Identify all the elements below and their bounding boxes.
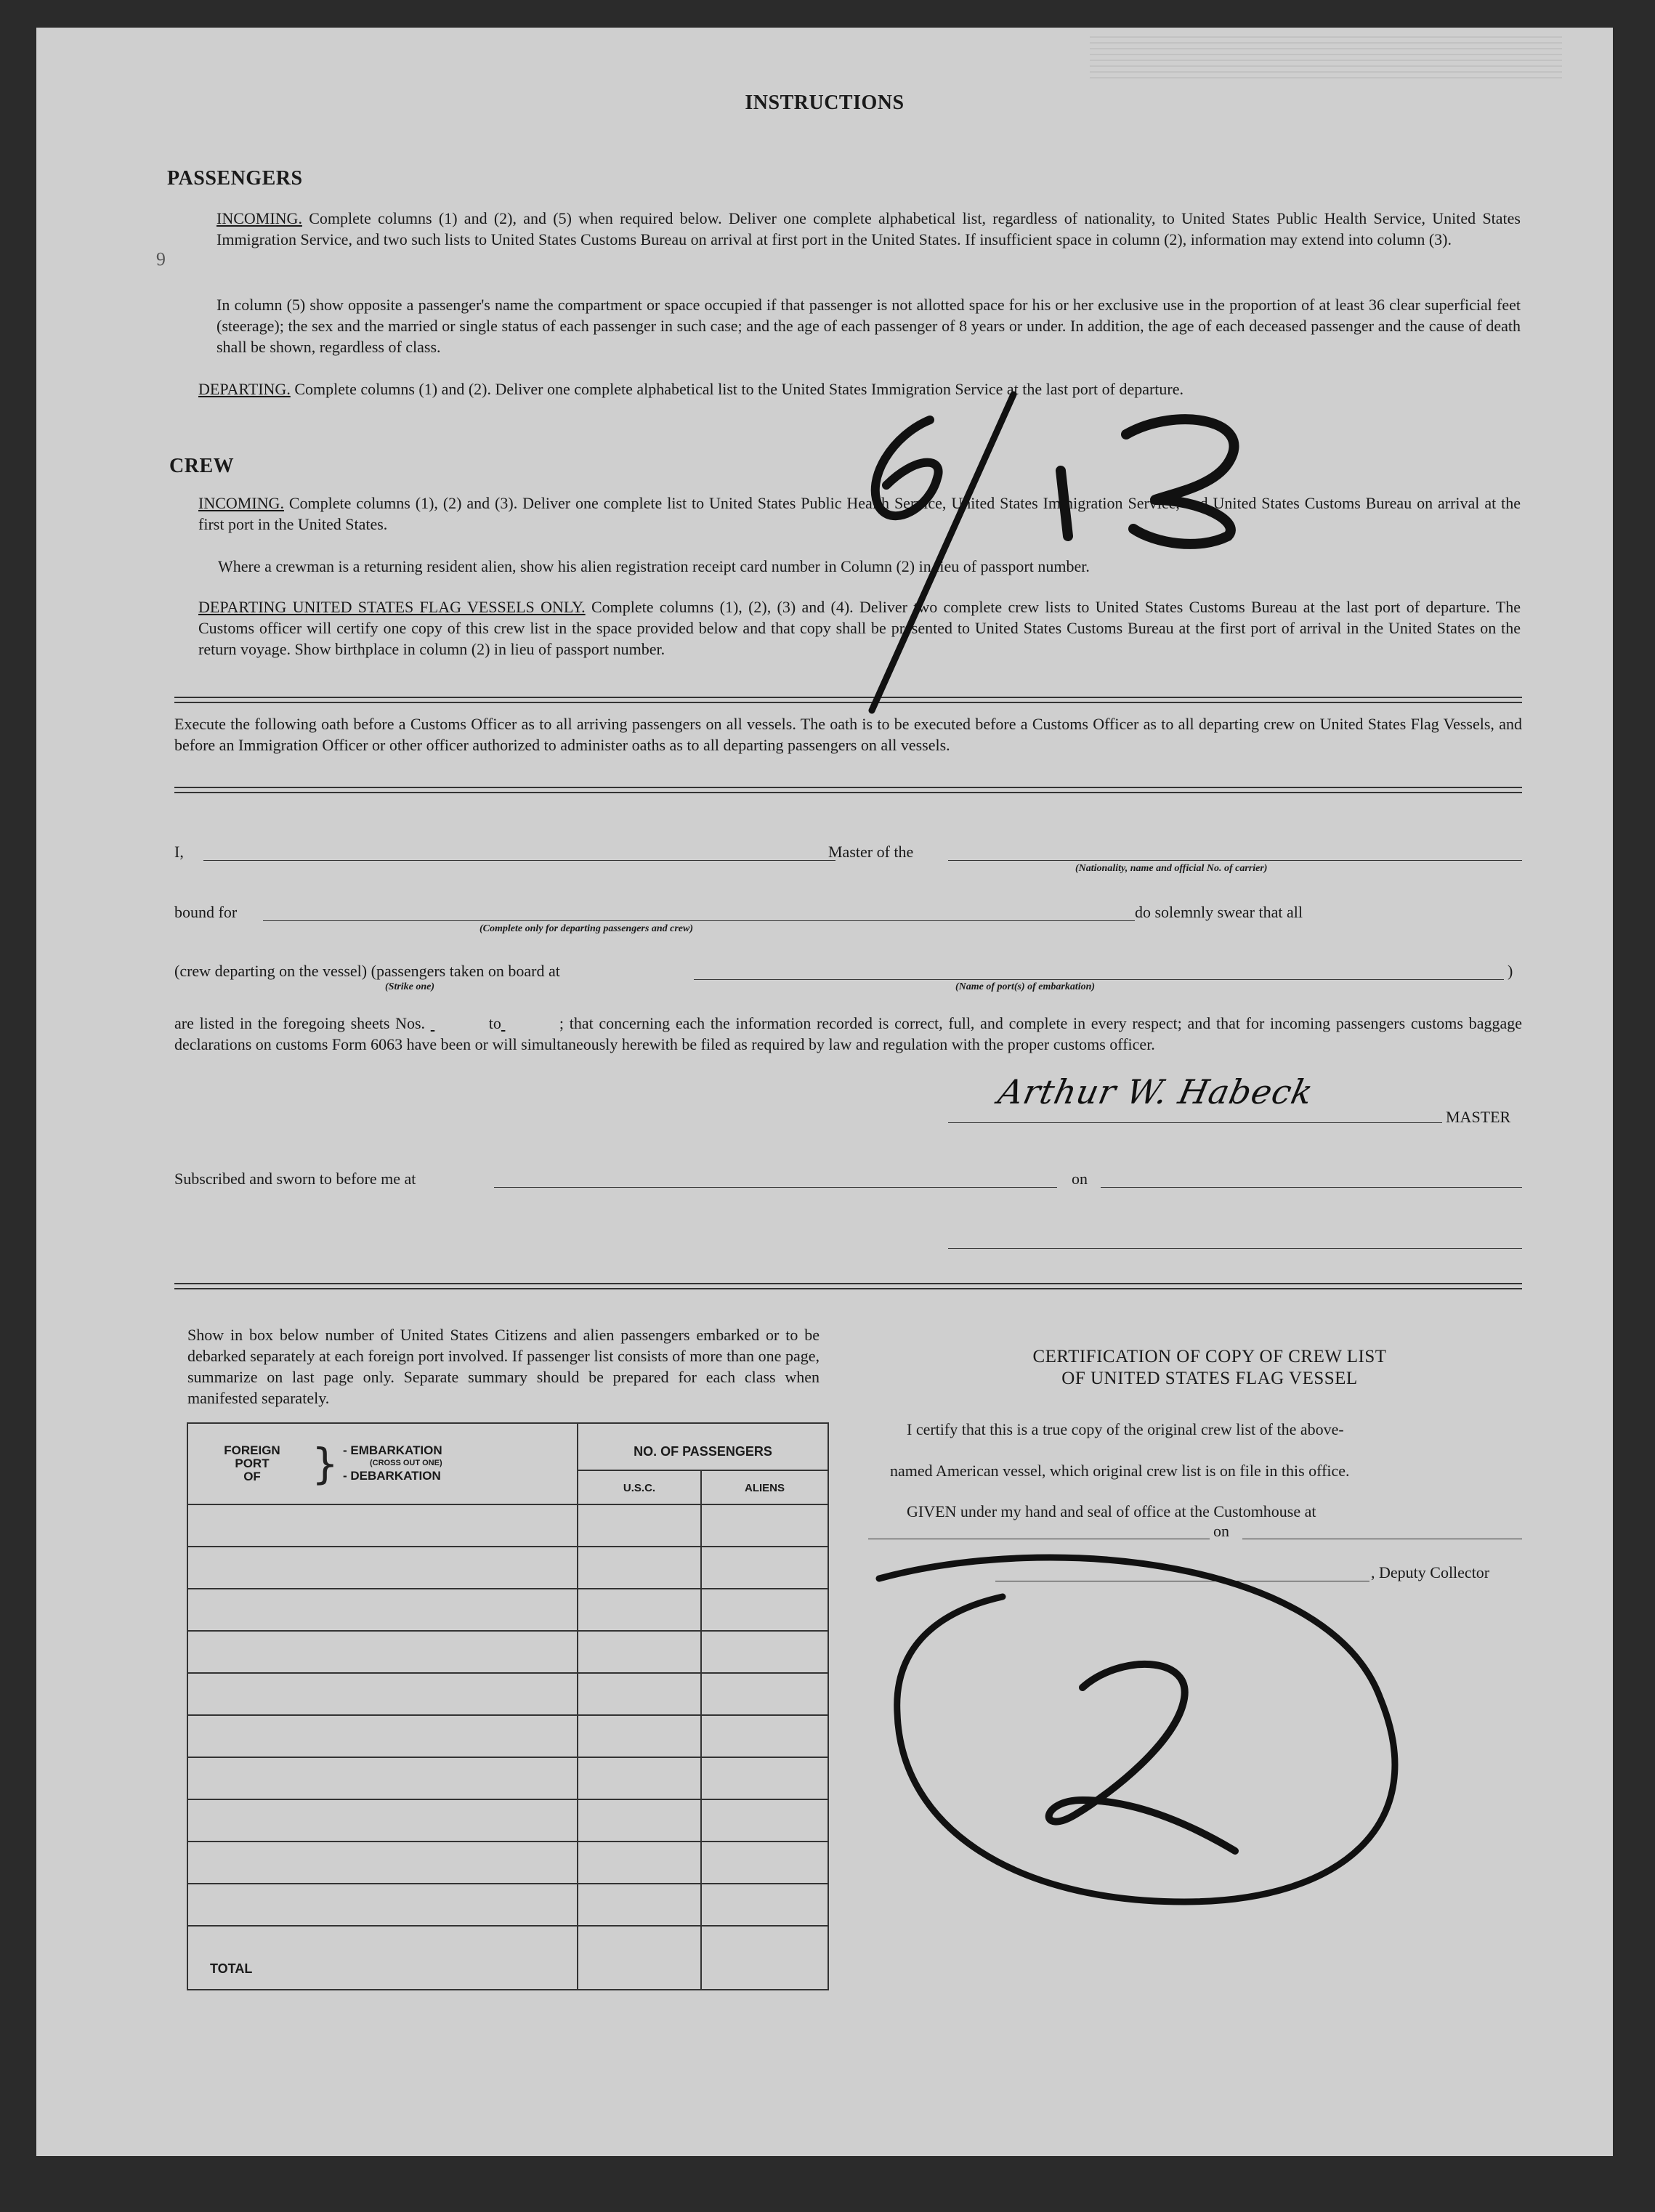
- passengers-incoming-text: Complete columns (1) and (2), and (5) when required below. Deliver one complete alphabetical list, regardless of nationality, to United States Public Health Service, United States Immigration Service, and two such lists to United States Customs Bureau on arrival at first port in the United States. If insufficient space in column (2), information may extend into column (3).: [217, 209, 1521, 248]
- cross-out-label: (CROSS OUT ONE): [370, 1459, 442, 1467]
- document-page: [36, 28, 1613, 2156]
- no-passengers-label: NO. OF PASSENGERS: [634, 1444, 772, 1459]
- certify-text-2: named American vessel, which original crew list is on file in this office.: [890, 1462, 1350, 1480]
- master-label: MASTER: [1446, 1108, 1511, 1126]
- oath-listed-label: are listed in the foregoing sheets Nos.: [174, 1014, 426, 1032]
- crew-incoming-label: INCOMING.: [198, 494, 284, 512]
- master-signature: Arthur W. Habeck: [995, 1072, 1317, 1111]
- oath-bound-for-label: bound for: [174, 903, 238, 921]
- crew-departing-label: DEPARTING UNITED STATES FLAG VESSELS ONLY.: [198, 598, 586, 616]
- subscribed-on-label: on: [1072, 1170, 1088, 1188]
- crew-heading: CREW: [169, 455, 235, 477]
- bound-caption: (Complete only for departing passengers and crew): [479, 923, 693, 934]
- usc-label: U.S.C.: [623, 1482, 656, 1494]
- crew-resident-paragraph: Where a crewman is a returning resident alien, show his alien registration receipt card number in Column (2) in lieu of passport number.: [218, 557, 1090, 575]
- oath-listed-text: ; that concerning each the information recorded is correct, full, and complete in every respect; and that for incoming passengers customs baggage declarations on customs Form 6063 have been or will simultaneously herewith be filed as required by law and regulation with the proper customs officer.: [174, 1014, 1522, 1053]
- oath-crew-departing-label: (crew departing on the vessel) (passengers taken on board at: [174, 962, 560, 980]
- page-title: INSTRUCTIONS: [745, 92, 905, 114]
- passengers-departing-text: Complete columns (1) and (2). Deliver one complete alphabetical list to the United States Immigration Service at the last port of departure.: [290, 380, 1184, 398]
- oath-instructions-paragraph: Execute the following oath before a Customs Officer as to all arriving passengers on all vessels. The oath is to be executed before a Customs Officer as to all departing crew on United States Flag Vessels, and before an Immigration Officer or other officer authorized to administer oaths as to all departing passengers on all vessels.: [174, 715, 1522, 754]
- debarkation-label: - DEBARKATION: [343, 1469, 441, 1483]
- crew-departing-text: Complete columns (1), (2), (3) and (4). Deliver two complete crew lists to United States Customs Bureau at the last port of departure. The Customs officer will certify one copy of this crew list in the space provided below and that copy shall be presented to United States Customs Bureau at the first port of arrival in the United States on the return voyage. Show birthplace in column (2) in lieu of passport number.: [198, 598, 1521, 658]
- passengers-departing-label: DEPARTING.: [198, 380, 291, 398]
- strike-caption: (Strike one): [385, 981, 435, 992]
- certification-heading-line2: OF UNITED STATES FLAG VESSEL: [1061, 1369, 1358, 1388]
- carrier-caption: (Nationality, name and official No. of carrier): [1075, 863, 1268, 874]
- summary-instructions: Show in box below number of United States Citizens and alien passengers embarked or to be debarked separately at each foreign port involved. If passenger list consists of more than one page, summarize on last page only. Separate summary should be prepared for each class when manifested separately.: [187, 1326, 820, 1407]
- oath-i-label: I,: [174, 843, 184, 861]
- certification-on-label: on: [1213, 1522, 1229, 1540]
- passengers-heading: PASSENGERS: [167, 167, 303, 190]
- crew-incoming-text: Complete columns (1), (2) and (3). Deliver one complete list to United States Public Health Service, United States Immigration Service, and United States Customs Bureau on arrival at the first port in the United States.: [198, 494, 1521, 533]
- foreign-port-label: FOREIGN PORT OF: [224, 1443, 280, 1483]
- aliens-label: ALIENS: [744, 1482, 785, 1494]
- certification-heading-line1: CERTIFICATION OF COPY OF CREW LIST: [1032, 1347, 1387, 1366]
- certify-text-1: I certify that this is a true copy of the original crew list of the above-: [907, 1420, 1344, 1438]
- embarkation-label: - EMBARKATION: [343, 1443, 442, 1457]
- oath-master-of-label: Master of the: [828, 843, 914, 861]
- oath-swear-label: do solemnly swear that all: [1135, 903, 1303, 921]
- margin-mark: 6: [156, 248, 166, 270]
- passengers-column5-paragraph: In column (5) show opposite a passenger's name the compartment or space occupied if that passenger is not allotted space for his or her exclusive use in the proportion of at least 36 clear superficial feet (steerage); the sex and the married or single status of each passenger in such case; and the age of each passenger of 8 years or under. In addition, the age of each deceased passenger and the cause of death shall be shown, regardless of class.: [217, 296, 1521, 356]
- passengers-incoming-label: INCOMING.: [217, 209, 302, 227]
- deputy-collector-label: , Deputy Collector: [1371, 1563, 1490, 1581]
- total-label: TOTAL: [210, 1961, 253, 1976]
- oath-to-label: to: [488, 1014, 501, 1032]
- subscribed-label: Subscribed and sworn to before me at: [174, 1170, 416, 1188]
- close-paren: ): [1508, 962, 1513, 980]
- given-text: GIVEN under my hand and seal of office at the Customhouse at: [907, 1502, 1316, 1520]
- brace-icon: }: [312, 1439, 339, 1488]
- port-caption: (Name of port(s) of embarkation): [955, 981, 1096, 992]
- circled-2-drawing: [36, 28, 1613, 2156]
